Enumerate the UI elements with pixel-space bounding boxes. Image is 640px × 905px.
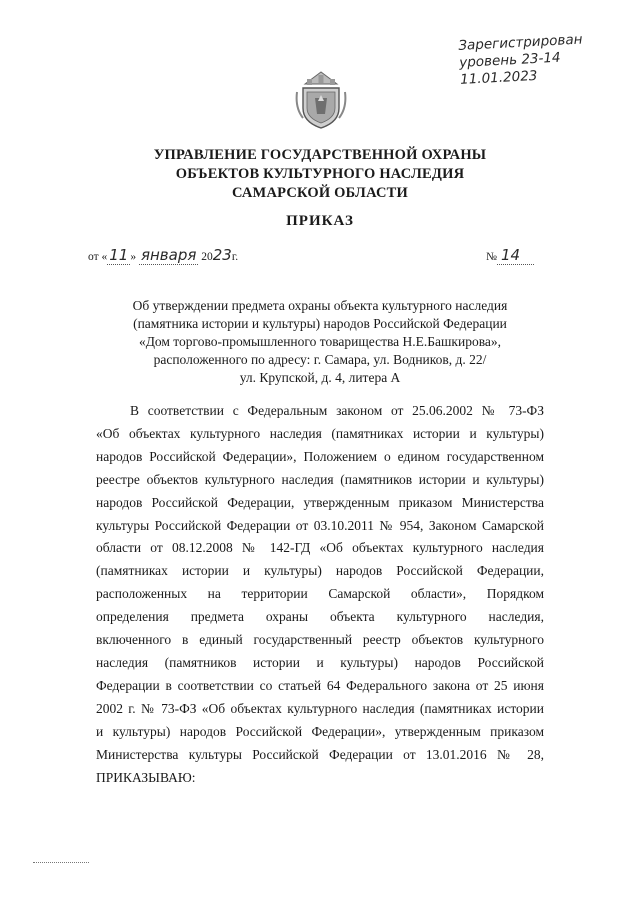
date-day: 11 <box>109 246 129 264</box>
date-suffix: г. <box>231 251 239 263</box>
body-line: В соответствии с Федеральным законом от 25.06.2002 № 73-ФЗ <box>130 403 544 418</box>
date-year-suffix: 23 <box>212 246 232 264</box>
body-line-order-word: ПРИКАЗЫВАЮ: <box>96 769 196 785</box>
registration-note-line: Зарегистрирован <box>458 31 583 54</box>
issuing-authority <box>100 146 540 203</box>
body-line: «Об объектах культурного наследия (памятниках истории и культуры) <box>96 425 544 441</box>
body-line: наследия (памятников истории и культуры) народов Российской <box>96 654 544 670</box>
body-line: Федерации в соответствии со статьей 64 Федерального закона от 25 июня <box>96 677 544 693</box>
body-line: 2002 г. № 73-ФЗ «Об объектах культурного наследия (памятниках истории <box>96 700 544 716</box>
authority-line: САМАРСКОЙ ОБЛАСТИ <box>231 185 409 201</box>
order-subject <box>100 297 540 387</box>
body-line: народов Российской Федерации», Положением о едином государственном <box>96 448 544 464</box>
body-line: (памятниках истории и культуры) народов Российской Федерации, <box>96 563 544 579</box>
subject-line: (памятника истории и культуры) народов Российской Федерации <box>133 316 507 331</box>
body-line: Министерства культуры Российской Федерации от 13.01.2016 № 28, <box>96 746 544 762</box>
document-type-title: ПРИКАЗ <box>286 213 354 229</box>
body-line: расположенных на территории Самарской области», Порядком <box>96 586 544 602</box>
body-line: культуры Российской Федерации от 03.10.2011 № 954, Законом Самарской <box>96 517 544 533</box>
registration-note-line: уровень 23-14 <box>458 49 561 71</box>
subject-line: «Дом торгово-промышленного товарищества Н.Е.Башкирова», <box>138 334 502 349</box>
body-line: народов Российской Федерации, утвержденным приказом Министерства <box>96 494 544 510</box>
authority-line: ОБЪЕКТОВ КУЛЬТУРНОГО НАСЛЕДИЯ <box>175 166 465 182</box>
body-line: определения предмета охраны объекта культурного наследия, <box>96 609 544 625</box>
date-quote-close: » <box>130 251 137 263</box>
order-body-paragraph <box>96 400 544 789</box>
date-month: января <box>140 246 197 264</box>
subject-line: ул. Крупской, д. 4, литера А <box>239 370 401 385</box>
body-line: реестре объектов культурного наследия (памятников истории и культуры) <box>96 471 544 487</box>
date-year-prefix: 20 <box>201 251 213 263</box>
body-line: и культуры) народов Российской Федерации», утвержденным приказом <box>96 723 544 739</box>
subject-line: расположенного по адресу: г. Самара, ул. Водников, д. 22/ <box>153 352 487 367</box>
number-label: № <box>486 251 497 263</box>
registration-handwritten-note <box>458 29 630 89</box>
order-number <box>486 246 534 264</box>
registration-note-line: 11.01.2023 <box>459 67 538 88</box>
date-prefix: от « <box>88 251 108 263</box>
body-line: включенного в единый государственный реестр объектов культурного <box>96 632 544 648</box>
body-line: области от 08.12.2008 № 142-ГД «Об объектах культурного наследия <box>96 540 544 556</box>
number-value: 14 <box>497 246 534 265</box>
subject-line: Об утверждении предмета охраны объекта культурного наследия <box>132 298 508 313</box>
order-date <box>88 246 238 264</box>
samara-region-coat-of-arms-icon <box>295 68 347 130</box>
footer-divider <box>33 862 89 863</box>
authority-line: УПРАВЛЕНИЕ ГОСУДАРСТВЕННОЙ ОХРАНЫ <box>153 147 487 163</box>
